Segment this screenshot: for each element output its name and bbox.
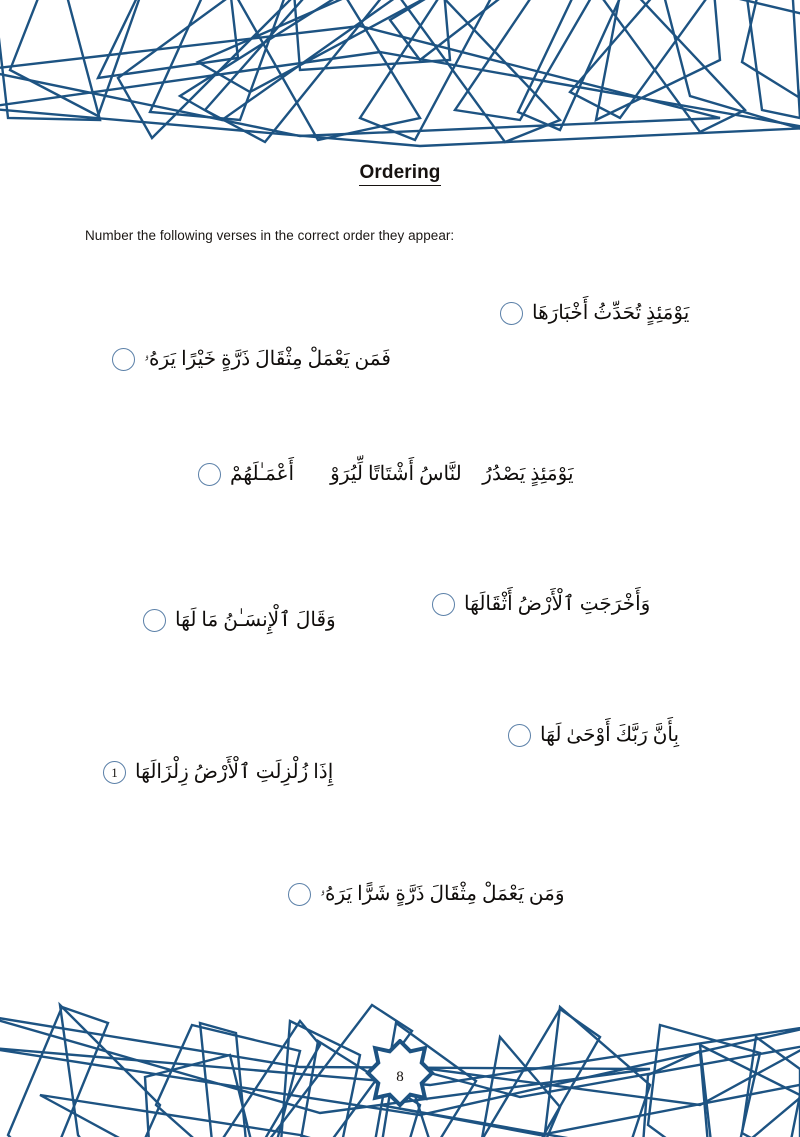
page-number-badge xyxy=(362,1039,438,1115)
verse-text: وَأَخْرَجَتِ ٱلْأَرْضُ أَثْقَالَهَا xyxy=(464,593,651,615)
instruction-text: Number the following verses in the correct order they appear: xyxy=(85,228,455,243)
verse-row xyxy=(432,589,650,620)
verse-row xyxy=(103,757,333,788)
verse-order-bubble[interactable] xyxy=(143,609,166,632)
verse-text: بِأَنَّ رَبَّكَ أَوْحَىٰ لَهَا xyxy=(540,724,680,746)
verse-row xyxy=(288,879,564,910)
page-title-text: Ordering xyxy=(359,162,440,186)
verse-text: وَقَالَ ٱلْإِنسَـٰنُ مَا لَهَا xyxy=(175,609,336,631)
page-number-text: 8 xyxy=(396,1068,404,1085)
verse-row xyxy=(198,459,574,490)
verse-row xyxy=(508,720,679,751)
verse-order-bubble[interactable] xyxy=(432,593,455,616)
verse-order-bubble[interactable] xyxy=(500,302,523,325)
worksheet-content xyxy=(0,148,800,985)
verse-order-bubble[interactable] xyxy=(198,463,221,486)
verse-text: يَوْمَئِذٍ تُحَدِّثُ أَخْبَارَهَا xyxy=(532,302,690,324)
verse-row xyxy=(500,298,689,329)
verse-order-bubble[interactable] xyxy=(288,883,311,906)
verse-order-bubble[interactable]: 1 xyxy=(103,761,126,784)
verse-text: يَوْمَئِذٍ يَصْدُرُ ٱلنَّاسُ أَشْتَاتًا لِّيُرَوْا۟ أَعْمَـٰلَهُمْ xyxy=(230,463,574,485)
verse-text: وَمَن يَعْمَلْ مِثْقَالَ ذَرَّةٍ شَرًّا يَرَهُۥ xyxy=(320,883,565,905)
verse-text: فَمَن يَعْمَلْ مِثْقَالَ ذَرَّةٍ خَيْرًا يَرَهُۥ xyxy=(144,348,391,370)
verse-order-bubble[interactable] xyxy=(508,724,531,747)
verse-order-bubble[interactable] xyxy=(112,348,135,371)
verse-text: إِذَا زُلْزِلَتِ ٱلْأَرْضُ زِلْزَالَهَا xyxy=(135,761,334,783)
page-title xyxy=(0,162,800,184)
verse-row xyxy=(112,344,391,375)
verse-row xyxy=(143,605,336,636)
top-border-decoration xyxy=(0,0,800,148)
